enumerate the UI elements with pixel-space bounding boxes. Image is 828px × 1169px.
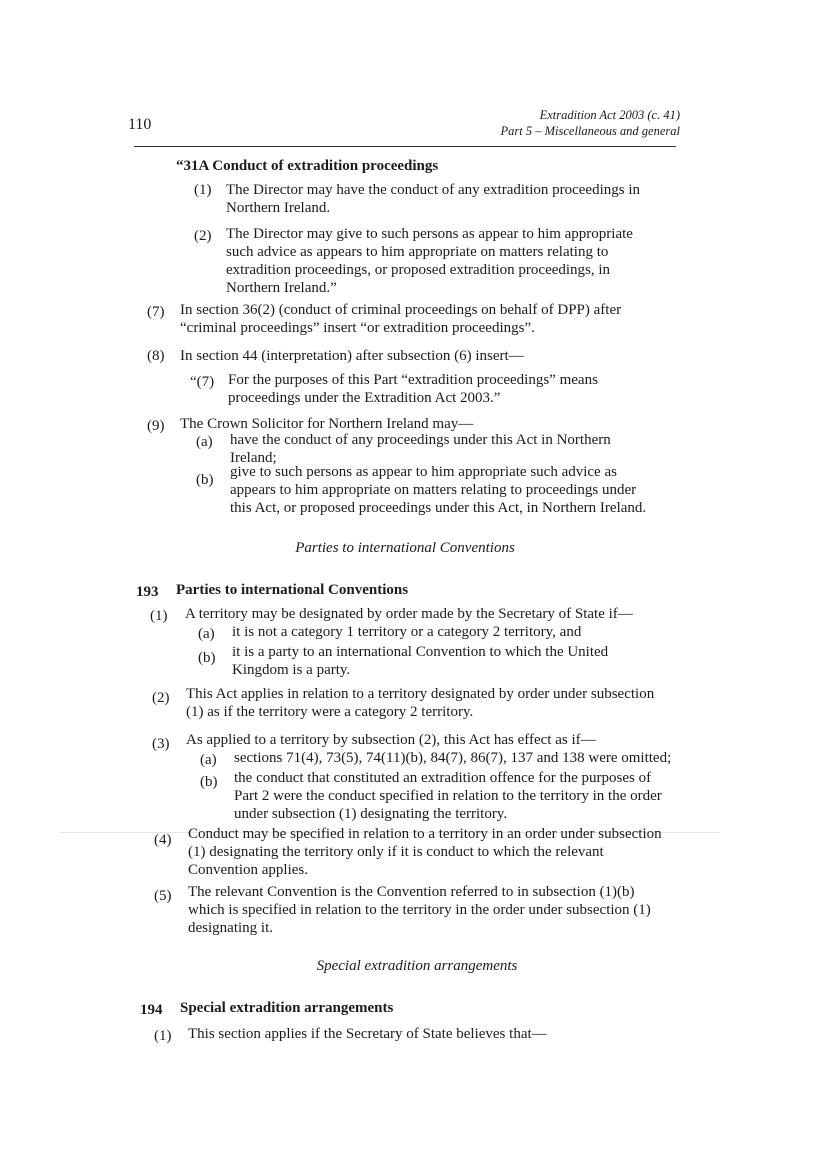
text-line: (1) as if the territory were a category 2 territory. <box>186 704 474 720</box>
text-line: appears to him appropriate on matters relating to proceedings under <box>230 482 637 498</box>
text-line: Northern Ireland. <box>226 200 331 216</box>
text-line: This Act applies in relation to a territory designated by order under subsection <box>186 686 655 702</box>
text-line: Convention applies. <box>188 862 308 878</box>
text-line: sections 71(4), 73(5), 74(11)(b), 84(7), 86(7), 137 and 138 were omitted; <box>234 750 672 766</box>
text-line: The relevant Convention is the Convention referred to in subsection (1)(b) <box>188 884 635 900</box>
text-line: (1) designating the territory only if it is conduct to which the relevant <box>188 844 604 860</box>
section-title: Special extradition arrangements <box>180 1000 394 1016</box>
inserted-section-heading: “31A Conduct of extradition proceedings <box>176 158 439 174</box>
text-line: For the purposes of this Part “extradition proceedings” means <box>228 372 598 388</box>
subsection-number: (1) <box>194 182 212 198</box>
text-line: it is a party to an international Convention to which the United <box>232 644 609 660</box>
header-rule <box>134 146 676 147</box>
subsection-number: (4) <box>154 832 172 848</box>
subsection-number: (9) <box>147 418 165 434</box>
page-number: 110 <box>128 116 152 133</box>
text-line: A territory may be designated by order made by the Secretary of State if— <box>185 606 633 622</box>
paragraph-letter: (a) <box>198 626 215 642</box>
subsection-number: (1) <box>154 1028 172 1044</box>
paragraph-letter: (b) <box>200 774 218 790</box>
text-line: designating it. <box>188 920 273 936</box>
running-header-act-title: Extradition Act 2003 (c. 41) <box>539 108 680 122</box>
subsection-number: (8) <box>147 348 165 364</box>
subsection-number: (1) <box>150 608 168 624</box>
section-title: Parties to international Conventions <box>176 582 409 598</box>
text-line: which is specified in relation to the territory in the order under subsection (1) <box>188 902 651 918</box>
text-line: Part 2 were the conduct specified in relation to the territory in the order <box>234 788 662 804</box>
subsection-number: (2) <box>194 228 212 244</box>
text-line: proceedings under the Extradition Act 2003.” <box>228 390 501 406</box>
text-line: give to such persons as appear to him appropriate such advice as <box>230 464 617 480</box>
subsection-number: (3) <box>152 736 170 752</box>
text-line: the conduct that constituted an extradition offence for the purposes of <box>234 770 652 786</box>
subsection-number: (5) <box>154 888 172 904</box>
subsection-number: “(7) <box>190 374 215 390</box>
text-line: The Director may have the conduct of any extradition proceedings in <box>226 182 641 198</box>
paragraph-letter: (a) <box>196 434 213 450</box>
text-line: This section applies if the Secretary of State believes that— <box>188 1026 547 1042</box>
text-line: “criminal proceedings” insert “or extradition proceedings”. <box>180 320 535 336</box>
text-line: have the conduct of any proceedings under this Act in Northern <box>230 432 611 448</box>
text-line: Northern Ireland.” <box>226 280 337 296</box>
text-line: In section 36(2) (conduct of criminal proceedings on behalf of DPP) after <box>180 302 622 318</box>
section-number: 194 <box>140 1002 163 1018</box>
paragraph-letter: (b) <box>198 650 216 666</box>
running-header-part: Part 5 – Miscellaneous and general <box>500 124 680 138</box>
text-line: extradition proceedings, or proposed extradition proceedings, in <box>226 262 611 278</box>
subsection-number: (7) <box>147 304 165 320</box>
cross-heading: Parties to international Conventions <box>295 540 515 556</box>
text-line: such advice as appears to him appropriate on matters relating to <box>226 244 609 260</box>
paragraph-letter: (a) <box>200 752 217 768</box>
paragraph-letter: (b) <box>196 472 214 488</box>
section-number: 193 <box>136 584 159 600</box>
cross-heading: Special extradition arrangements <box>316 958 518 974</box>
text-line: As applied to a territory by subsection (2), this Act has effect as if— <box>186 732 596 748</box>
text-line: Conduct may be specified in relation to a territory in an order under subsection <box>188 826 662 842</box>
text-line: Kingdom is a party. <box>232 662 351 678</box>
text-line: under subsection (1) designating the territory. <box>234 806 508 822</box>
text-line: Ireland; <box>230 450 277 466</box>
text-line: this Act, or proposed proceedings under this Act, in Northern Ireland. <box>230 500 647 516</box>
text-line: it is not a category 1 territory or a category 2 territory, and <box>232 624 582 640</box>
text-line: The Crown Solicitor for Northern Ireland may— <box>180 416 474 432</box>
subsection-number: (2) <box>152 690 170 706</box>
text-line: In section 44 (interpretation) after subsection (6) insert— <box>180 348 524 364</box>
text-line: The Director may give to such persons as appear to him appropriate <box>226 226 633 242</box>
